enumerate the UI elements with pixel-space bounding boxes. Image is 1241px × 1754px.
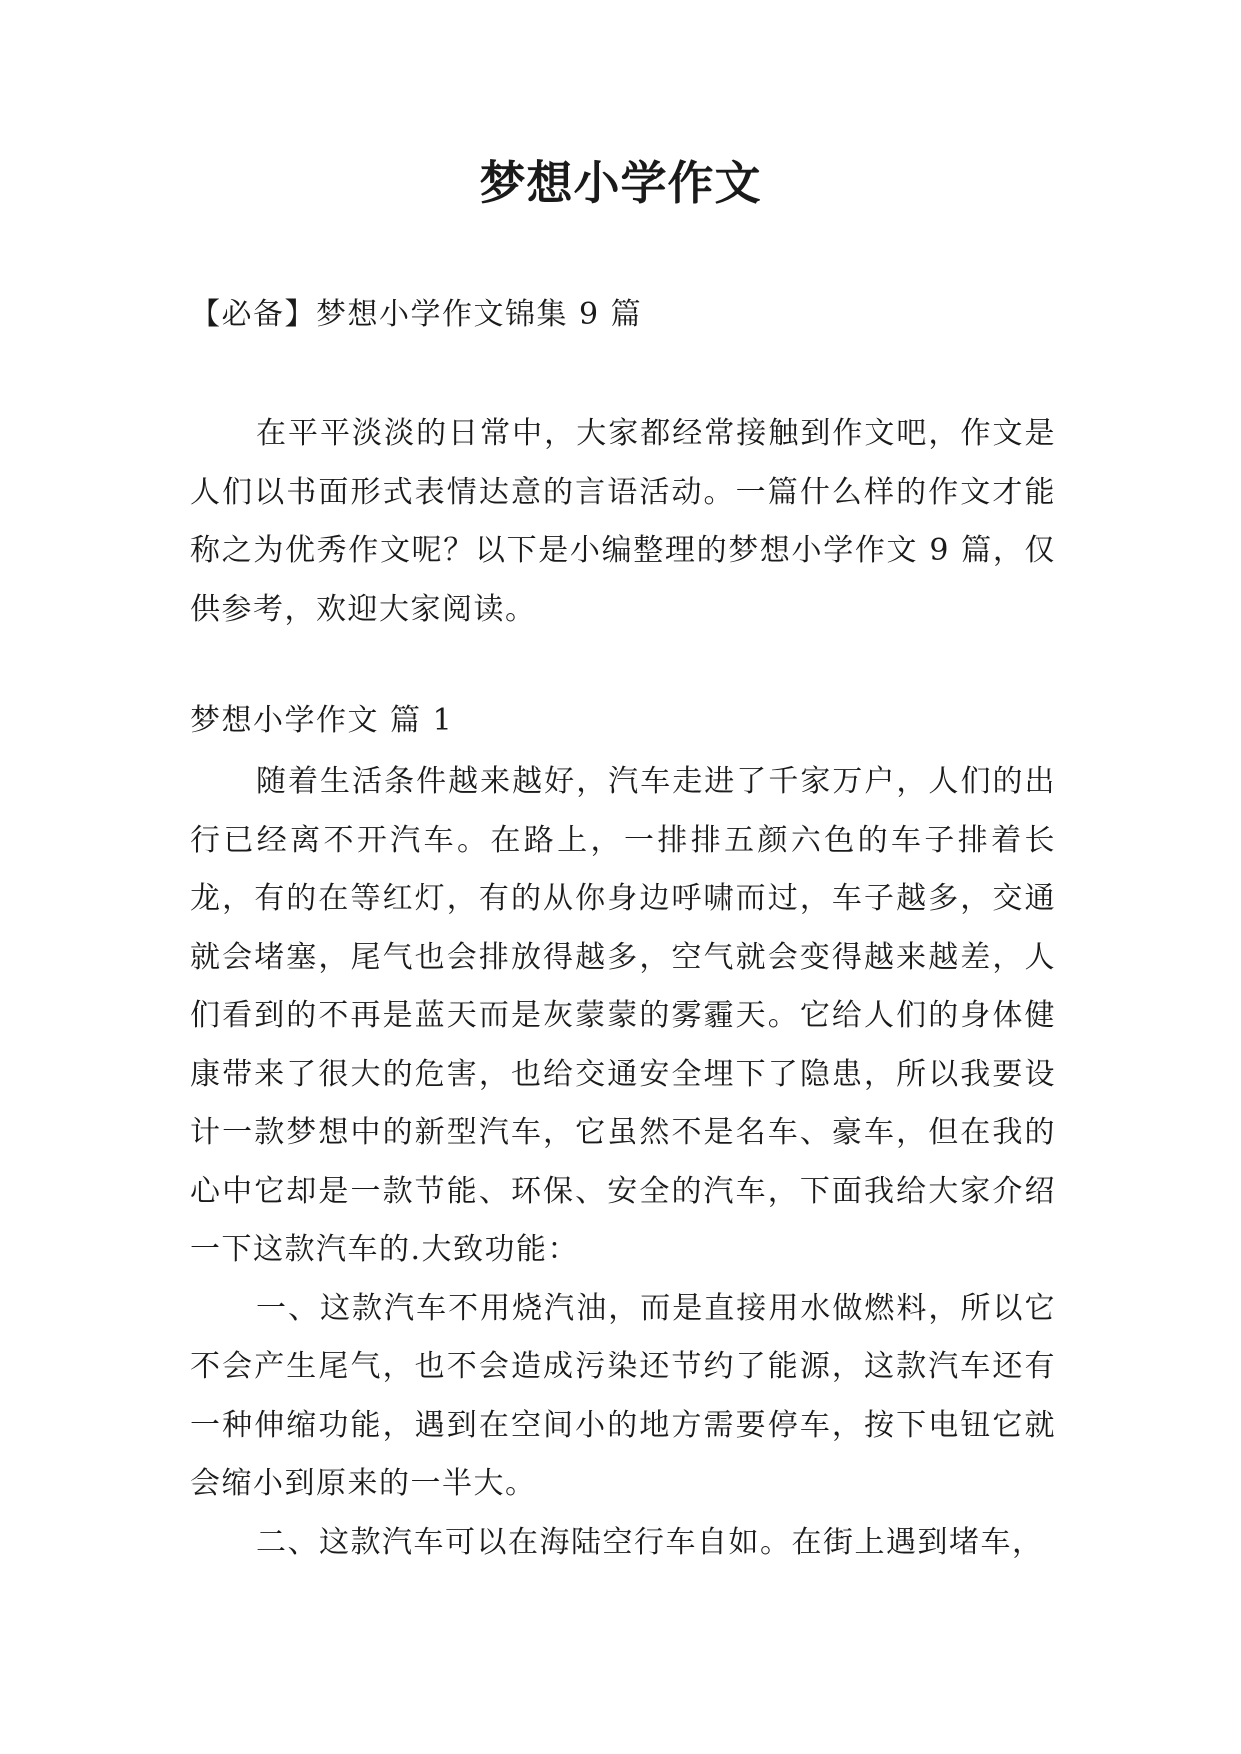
body-paragraph-3: 二、这款汽车可以在海陆空行车自如。在街上遇到堵车， [256, 1524, 1044, 1560]
body-paragraph-2: 一、这款汽车不用烧汽油，而是直接用水做燃料，所以它不会产生尾气，也不会造成污染还节约了能源，这款汽车还有一种伸缩功能，遇到在空间小的地方需要停车，按下电钮它就会缩小到原来的一半大。 [190, 1290, 1056, 1501]
section-body [190, 753, 1056, 1572]
document-title: 梦想小学作文 [479, 156, 762, 210]
intro-paragraph: 在平平淡淡的日常中，大家都经常接触到作文吧，作文是人们以书面形式表情达意的言语活动。一篇什么样的作文才能称之为优秀作文呢？以下是小编整理的梦想小学作文 9 篇，仅供参考，欢迎大家阅读。 [190, 416, 1056, 627]
section-heading: 梦想小学作文 篇 1 [190, 703, 454, 738]
document-subtitle: 【必备】梦想小学作文锦集 9 篇 [190, 297, 643, 332]
body-paragraph-1: 随着生活条件越来越好，汽车走进了千家万户，人们的出行已经离不开汽车。在路上，一排排五颜六色的车子排着长龙，有的在等红灯，有的从你身边呼啸而过，车子越多，交通就会堵塞，尾气也会排放得越多，空气就会变得越来越差，人们看到的不再是蓝天而是灰蒙蒙的雾霾天。它给人们的身体健康带来了很大的危害，也给交通安全埋下了隐患，所以我要设计一款梦想中的新型汽车，它虽然不是名车、豪车，但在我的心中它却是一款节能、环保、安全的汽车，下面我给大家介绍一下这款汽车的.大致功能： [190, 764, 1056, 1267]
